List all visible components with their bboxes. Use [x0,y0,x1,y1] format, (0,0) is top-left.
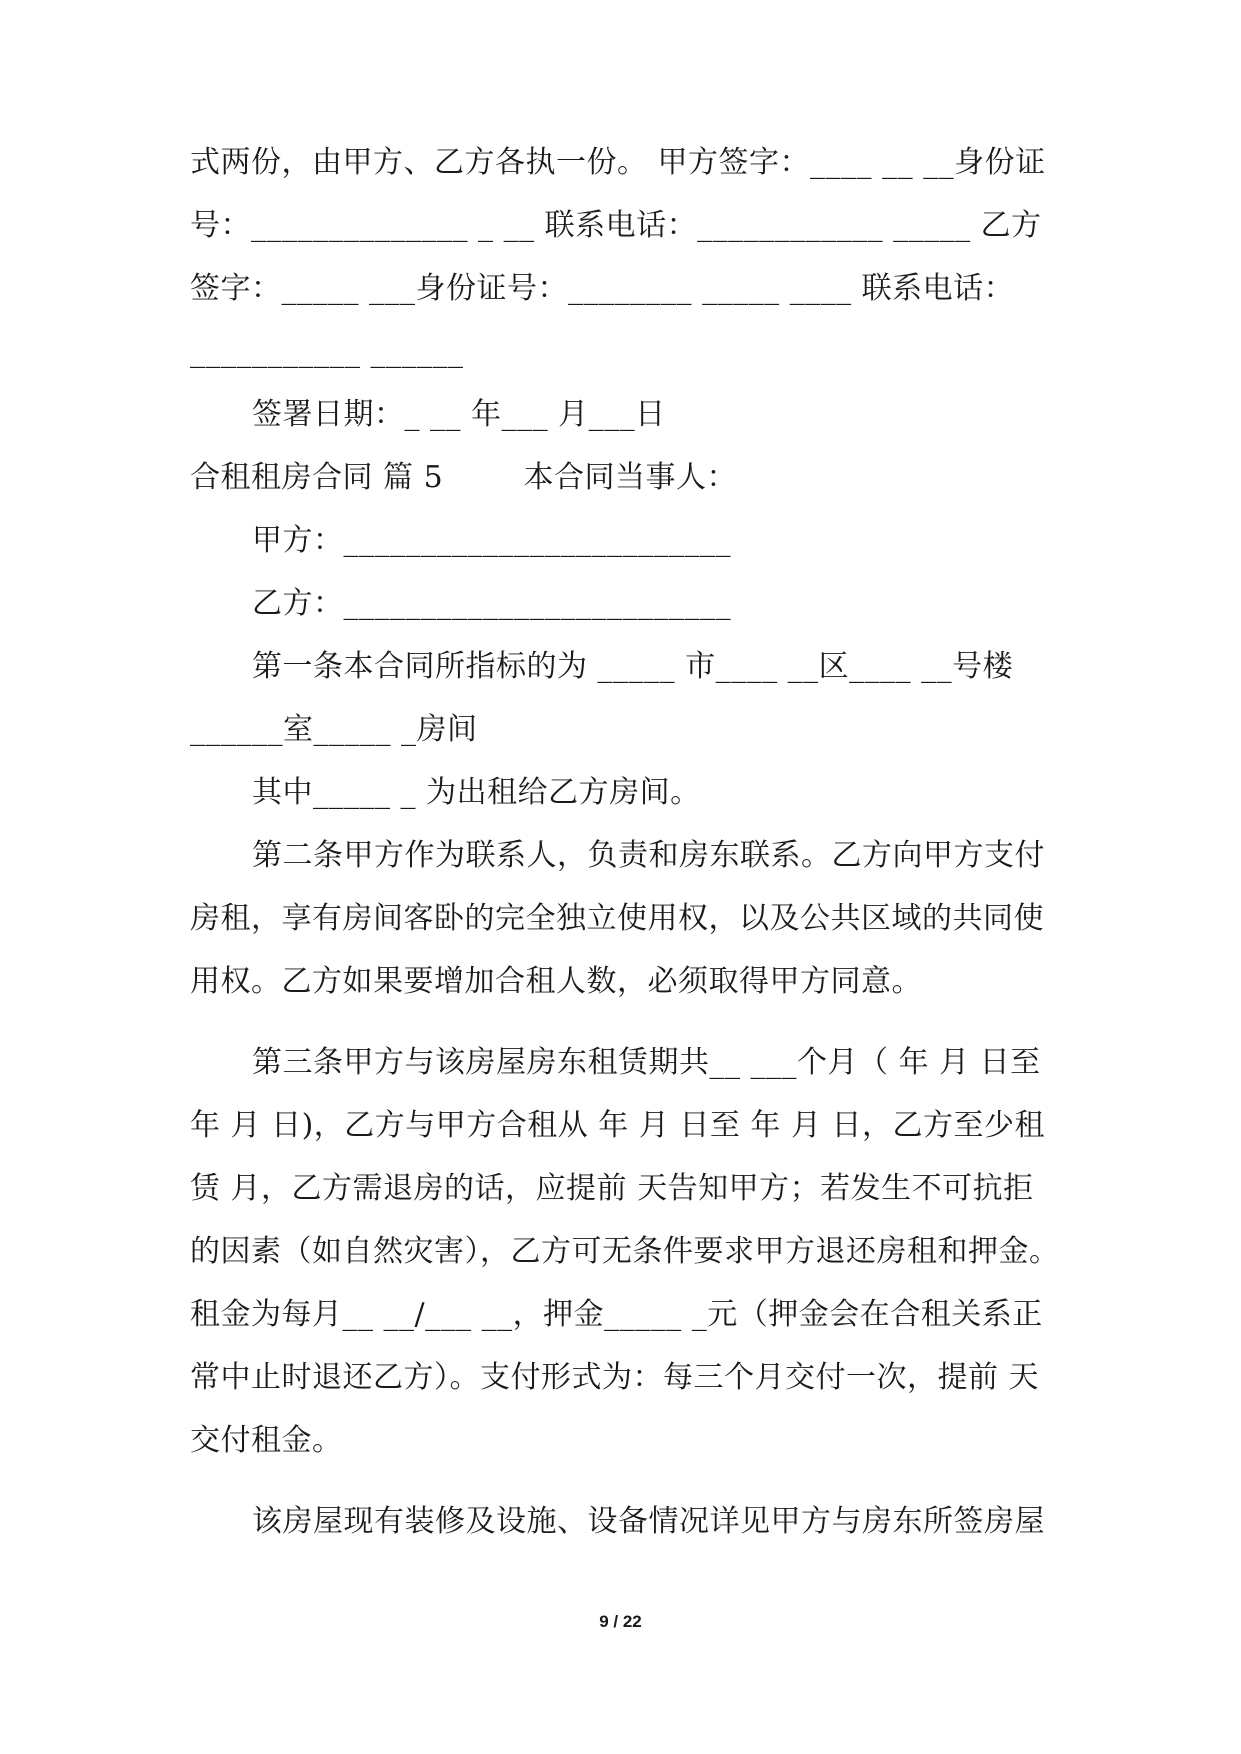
text-line: 签字：_____ ___身份证号：________ _____ ____ 联系电话： [190,271,1015,306]
signing-date: 签署日期：_ __ 年___ 月___日 [252,397,666,432]
text-line: 租金为每月__ __/___ __，押金_____ _元（押金会在合租关系正 [190,1297,1043,1332]
text-line: 交付租金。 [190,1423,343,1458]
text-line: 年 月 日)，乙方与甲方合租从 年 月 日至 年 月 日，乙方至少租 [190,1108,1045,1143]
party-a-line: 甲方：_________________________ [252,523,731,558]
party-b-line: 乙方：_________________________ [252,586,731,621]
text-line: 该房屋现有装修及设施、设备情况详见甲方与房东所签房屋 [252,1504,1045,1539]
text-line: 的因素（如自然灾害），乙方可无条件要求甲方退还房租和押金。 [190,1234,1060,1269]
signature-line: ___________ ______ [190,334,464,369]
text-line: 第二条甲方作为联系人，负责和房东联系。乙方向甲方支付 [252,838,1045,873]
text-line: 第一条本合同所指标的为 _____ 市____ __区____ __号楼 [252,649,1014,684]
text-line: 房租，享有房间客卧的完全独立使用权，以及公共区域的共同使 [190,901,1044,936]
text-line: 用权。乙方如果要增加合租人数，必须取得甲方同意。 [190,964,922,999]
text-line: 第三条甲方与该房屋房东租赁期共__ ___个月（ 年 月 日至 [252,1045,1041,1080]
page-number: 9 / 22 [599,1612,642,1631]
text-line: ______室_____ _房间 [190,712,478,747]
text-line: 常中止时退还乙方）。支付形式为：每三个月交付一次，提前 天 [190,1360,1040,1395]
text-line: 式两份，由甲方、乙方各执一份。 甲方签字：____ __ __身份证 [190,145,1046,180]
text-line: 赁 月，乙方需退房的话，应提前 天告知甲方；若发生不可抗拒 [190,1171,1034,1206]
text-line: 号：______________ _ __ 联系电话：____________ _____ 乙方 [190,208,1042,243]
section-heading: 合租租房合同 篇 5 本合同当事人： [190,460,737,495]
text-line: 其中_____ _ 为出租给乙方房间。 [252,775,701,810]
